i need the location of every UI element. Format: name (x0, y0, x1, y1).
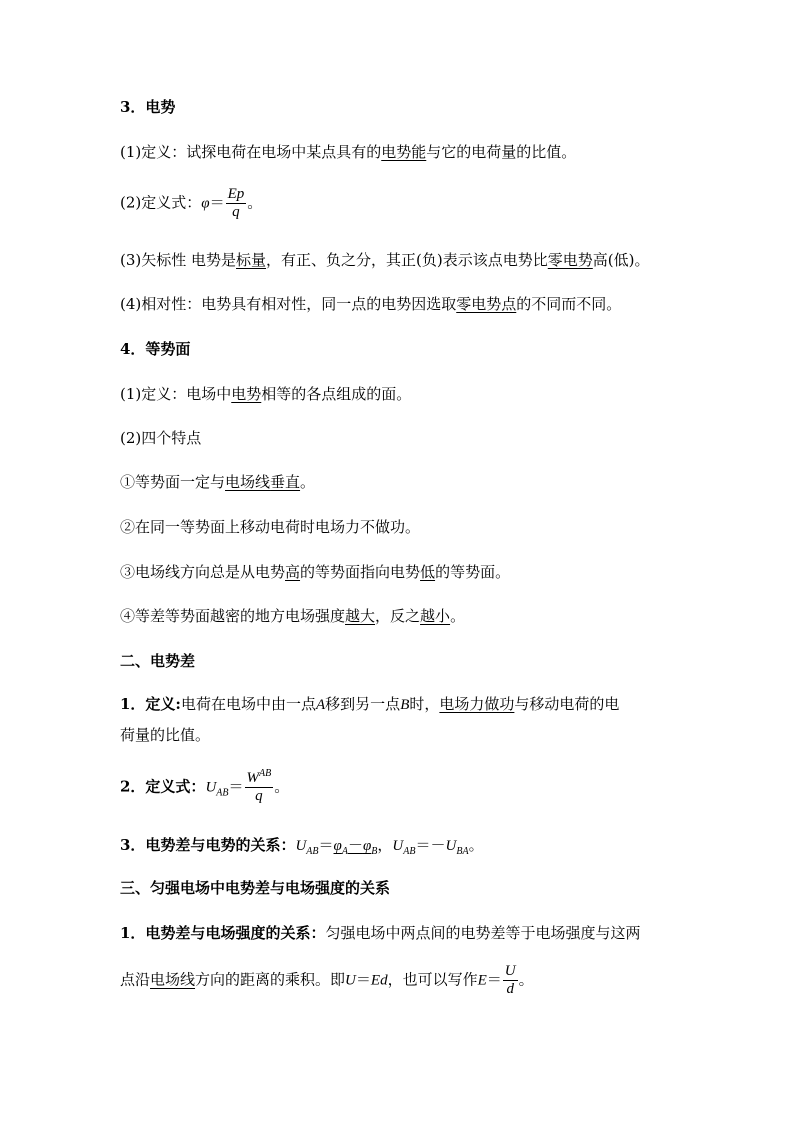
section-heading-equipotential: 4．等势面 (120, 340, 191, 358)
feature-4: ④等差等势面越密的地方电场强度越大，反之越小。 (120, 607, 466, 625)
pd-formula: 2．定义式：$U_{AB}=$ $\frac{W^{AB}}{q}$ 。 (120, 768, 290, 804)
pd-relation: 3．电势差与电势的关系：$U_{AB}=\varphi_A-\varphi_B$，$U_{AB}=-U_{BA}$。 (120, 836, 484, 857)
section-heading-potential: 3．电势 (120, 98, 176, 116)
feature-1: ①等势面一定与电场线垂直。 (120, 473, 316, 491)
pd-definition-line2: 荷量的比值。 (120, 726, 211, 744)
feature-3: ③电场线方向总是从电势高的等势面指向电势低的等势面。 (120, 563, 511, 581)
section-heading-potential-difference: 二、电势差 (120, 652, 196, 670)
potential-definition: (1)定义：试探电荷在电场中某点具有的电势能与它的电荷量的比值。 (120, 143, 577, 161)
pd-fraction: $\frac{W^{AB}}{q}$ (246, 768, 272, 804)
feature-2: ②在同一等势面上移动电荷时电场力不做功。 (120, 518, 421, 536)
potential-formula: (2)定义式：φ＝ $\frac{Ep}{q}$ 。 (120, 186, 263, 220)
potential-fraction: $\frac{Ep}{q}$ (227, 186, 245, 220)
equipotential-features-title: (2)四个特点 (120, 429, 202, 447)
section-heading-uniform-field: 三、匀强电场中电势差与电场强度的关系 (120, 879, 391, 897)
potential-scalar: (3)矢标性 电势是标量，有正、负之分，其正(负)表示该点电势比零电势高(低)。 (120, 251, 650, 269)
pd-definition-line1: 1．定义:电荷在电场中由一点A移到另一点B时，电场力做功与移动电荷的电 (120, 695, 620, 713)
uniform-relation-line1: 1．电势差与电场强度的关系：匀强电场中两点间的电势差等于电场强度与这两 (120, 924, 641, 942)
equipotential-definition: (1)定义：电场中电势相等的各点组成的面。 (120, 385, 412, 403)
potential-relativity: (4)相对性：电势具有相对性，同一点的电势因选取零电势点的不同而不同。 (120, 295, 622, 313)
uniform-fraction: $\frac{U}{d}$ (504, 963, 516, 997)
uniform-relation-line2: 点沿电场线方向的距离的乘积。即U＝Ed，也可以写作E＝ $\frac{U}{d}$ 。 (120, 963, 534, 997)
